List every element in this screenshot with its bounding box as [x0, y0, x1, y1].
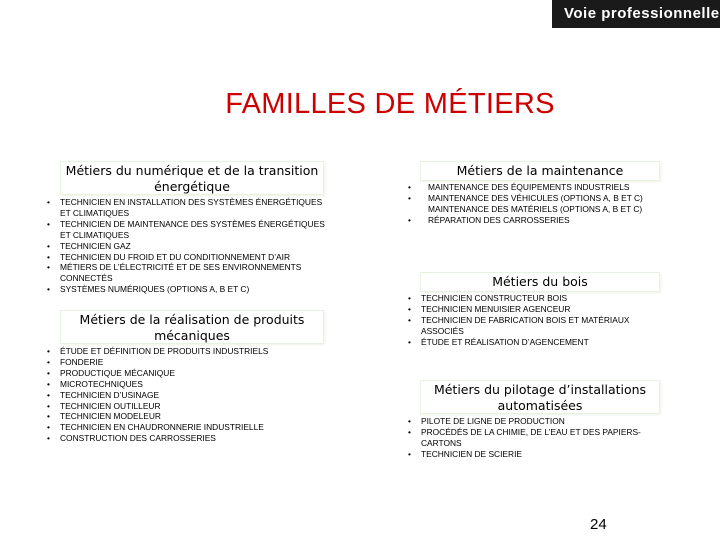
list-maintenance	[406, 182, 650, 226]
heading-bois: Métiers du bois	[420, 272, 660, 292]
list-item: • FONDERIE	[45, 357, 327, 368]
list-item: • MICROTECHNIQUES	[45, 379, 327, 390]
list-bois	[406, 293, 650, 348]
list-item: • TECHNICIEN OUTILLEUR	[45, 401, 327, 412]
list-item: • TECHNICIEN MENUISIER AGENCEUR	[406, 304, 650, 315]
heading-realisation: Métiers de la réalisation de produits mécaniques	[60, 310, 324, 344]
page-title: FAMILLES DE MÉTIERS	[225, 88, 555, 120]
list-item: • TECHNICIEN D’USINAGE	[45, 390, 327, 401]
heading-numerique: Métiers du numérique et de la transition énergétique	[60, 161, 324, 195]
voie-professionnelle-badge: Voie professionnelle	[552, 0, 720, 28]
list-item: • TECHNICIEN DE MAINTENANCE DES SYSTÈMES ÉNERGÉTIQUES ET CLIMATIQUES	[45, 219, 327, 241]
list-item: • MÉTIERS DE L’ÉLECTRICITÉ ET DE SES ENVIRONNEMENTS CONNECTÉS	[45, 262, 327, 284]
list-numerique	[45, 197, 327, 295]
list-item: • ÉTUDE ET RÉALISATION D’AGENCEMENT	[406, 337, 650, 348]
list-item: • ÉTUDE ET DÉFINITION DE PRODUITS INDUSTRIELS	[45, 346, 327, 357]
list-item: • TECHNICIEN DU FROID ET DU CONDITIONNEMENT D’AIR	[45, 252, 327, 263]
list-item: • PROCÉDÉS DE LA CHIMIE, DE L’EAU ET DES PAPIERS-CARTONS	[406, 427, 650, 449]
list-item: • PILOTE DE LIGNE DE PRODUCTION	[406, 416, 650, 427]
list-item: • TECHNICIEN EN CHAUDRONNERIE INDUSTRIELLE	[45, 422, 327, 433]
list-item: • MAINTENANCE DES VÉHICULES (OPTIONS A, B ET C) MAINTENANCE DES MATÉRIELS (OPTIONS A, B ET C)	[406, 193, 650, 215]
heading-maintenance: Métiers de la maintenance	[420, 161, 660, 181]
list-item: • MAINTENANCE DES ÉQUIPEMENTS INDUSTRIELS	[406, 182, 650, 193]
list-item: • SYSTÈMES NUMÉRIQUES (OPTIONS A, B ET C)	[45, 284, 327, 295]
list-item: • TECHNICIEN CONSTRUCTEUR BOIS	[406, 293, 650, 304]
list-realisation	[45, 346, 327, 444]
list-item: • TECHNICIEN EN INSTALLATION DES SYSTÈMES ÉNERGÉTIQUES ET CLIMATIQUES	[45, 197, 327, 219]
list-item: • TECHNICIEN DE SCIERIE	[406, 449, 650, 460]
list-item: • PRODUCTIQUE MÉCANIQUE	[45, 368, 327, 379]
list-item: • TECHNICIEN DE FABRICATION BOIS ET MATÉRIAUX ASSOCIÉS	[406, 315, 650, 337]
list-item: • TECHNICIEN MODELEUR	[45, 411, 327, 422]
list-pilotage	[406, 416, 650, 460]
list-item: • CONSTRUCTION DES CARROSSERIES	[45, 433, 327, 444]
page-number: 24	[590, 516, 607, 533]
heading-pilotage: Métiers du pilotage d’installations automatisées	[420, 380, 660, 414]
list-item: • TECHNICIEN GAZ	[45, 241, 327, 252]
list-item: • RÉPARATION DES CARROSSERIES	[406, 215, 650, 226]
